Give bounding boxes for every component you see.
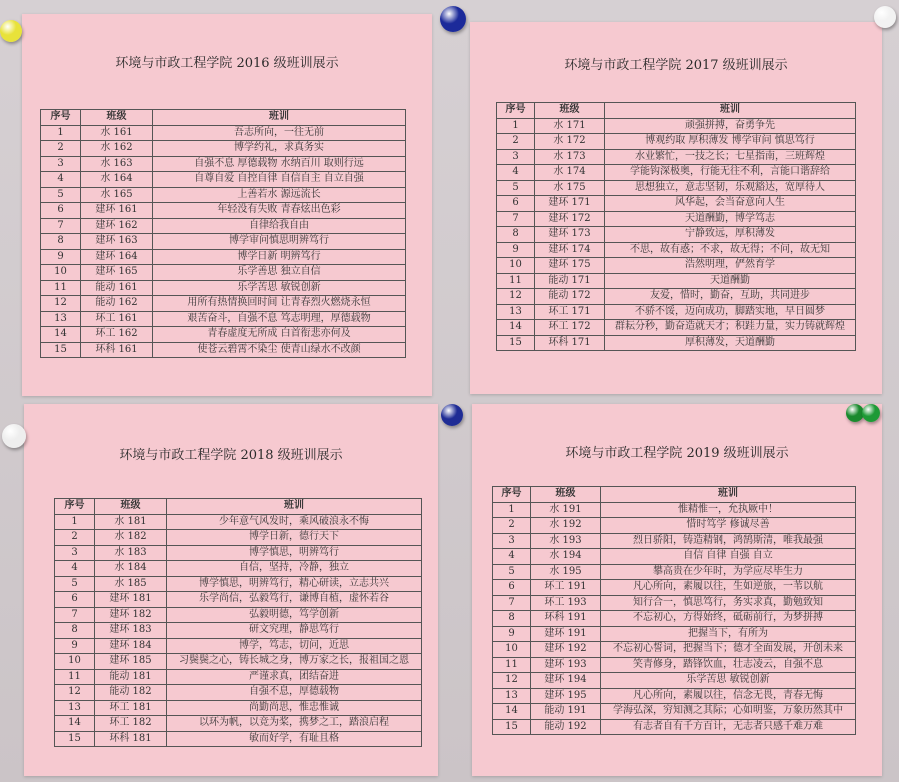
row-motto: 浩然明理，俨然育学: [605, 258, 856, 274]
white-pin: [2, 424, 26, 448]
row-motto: 烈日骄阳，铸造精钢，鸿鹄斯清，唯我最强: [601, 533, 856, 549]
table-header-row: [497, 103, 856, 119]
row-motto: 自信，坚持，冷静，独立: [167, 561, 422, 577]
row-index: 8: [497, 227, 535, 243]
row-class: 建环 185: [95, 654, 167, 670]
row-motto: 上善若水 源远流长: [153, 187, 406, 203]
row-index: 7: [55, 607, 95, 623]
table-row: [55, 623, 422, 639]
row-class: 水 184: [95, 561, 167, 577]
table-row: [493, 564, 856, 580]
row-index: 5: [55, 576, 95, 592]
row-class: 环工 191: [531, 580, 601, 596]
row-class: 建环 165: [81, 265, 153, 281]
row-index: 3: [41, 156, 81, 172]
row-motto: 自律给我自由: [153, 218, 406, 234]
row-class: 建环 183: [95, 623, 167, 639]
row-class: 水 181: [95, 514, 167, 530]
table-row: [493, 549, 856, 565]
row-class: 建环 161: [81, 203, 153, 219]
row-class: 水 192: [531, 518, 601, 534]
row-index: 4: [41, 172, 81, 188]
row-motto: 乐学善思 独立自信: [153, 265, 406, 281]
table-row: [493, 688, 856, 704]
row-index: 8: [493, 611, 531, 627]
row-class: 环工 172: [535, 320, 605, 336]
row-motto: 水业繁忙，一技之长；七星指南，三班辉煌: [605, 149, 856, 165]
row-motto: 艰苦奋斗，自强不息 笃志明理，厚德载物: [153, 311, 406, 327]
row-motto: 不骄不馁，迈向成功，脚踏实地，早日圆梦: [605, 304, 856, 320]
table-row: [497, 211, 856, 227]
row-motto: 凡心所向，素履以往，生如逆旅，一苇以航: [601, 580, 856, 596]
row-index: 10: [55, 654, 95, 670]
row-class: 建环 192: [531, 642, 601, 658]
row-motto: 习鬓鬓之心，铸长城之身，博万家之长，报祖国之恩: [167, 654, 422, 670]
table-row: [493, 673, 856, 689]
row-index: 15: [493, 719, 531, 735]
table-row: [55, 716, 422, 732]
row-index: 2: [493, 518, 531, 534]
row-index: 9: [497, 242, 535, 258]
table-row: [493, 580, 856, 596]
row-index: 2: [41, 141, 81, 157]
row-class: 水 195: [531, 564, 601, 580]
table-row: [41, 327, 406, 343]
motto-table: [40, 109, 406, 358]
row-class: 环科 181: [95, 731, 167, 747]
row-motto: 天道酬勤: [605, 273, 856, 289]
table-header-row: [493, 487, 856, 503]
table-row: [493, 502, 856, 518]
header-index: 序号: [41, 110, 81, 126]
table-row: [493, 657, 856, 673]
row-index: 5: [41, 187, 81, 203]
row-motto: 博学慎思，明辨笃行，精心研读，立志共兴: [167, 576, 422, 592]
table-row: [41, 172, 406, 188]
notice-sheet-2017: [470, 22, 882, 394]
table-header-row: [55, 499, 422, 515]
row-motto: 思想独立，意志坚韧，乐观豁达，宽厚待人: [605, 180, 856, 196]
table-row: [55, 685, 422, 701]
row-class: 水 161: [81, 125, 153, 141]
row-index: 3: [55, 545, 95, 561]
header-class: 班级: [81, 110, 153, 126]
row-motto: 不忘初心，方得始终，砥砺前行，为梦拼搏: [601, 611, 856, 627]
row-motto: 弘毅明德，笃学创新: [167, 607, 422, 623]
row-motto: 尚勤尚思，惟忠惟诚: [167, 700, 422, 716]
row-motto: 凡心所向，素履以往，信念无畏，青春无悔: [601, 688, 856, 704]
row-motto: 以环为帆，以竞为桨，携梦之工，踏浪启程: [167, 716, 422, 732]
table-row: [41, 141, 406, 157]
row-class: 能动 162: [81, 296, 153, 312]
header-motto: 班训: [601, 487, 856, 503]
table-row: [497, 227, 856, 243]
row-index: 7: [497, 211, 535, 227]
row-motto: 年轻没有失败 青春炫出色彩: [153, 203, 406, 219]
row-class: 环工 182: [95, 716, 167, 732]
motto-table: [496, 102, 856, 351]
row-index: 4: [55, 561, 95, 577]
row-index: 13: [41, 311, 81, 327]
row-motto: 不忘初心誓词，把握当下；德才全面发展，开创未来: [601, 642, 856, 658]
table-row: [497, 242, 856, 258]
table-row: [41, 203, 406, 219]
row-motto: 把握当下，有所为: [601, 626, 856, 642]
row-class: 建环 184: [95, 638, 167, 654]
row-class: 建环 194: [531, 673, 601, 689]
row-index: 6: [41, 203, 81, 219]
notice-sheet-2016: [22, 14, 432, 396]
table-row: [41, 265, 406, 281]
table-row: [493, 595, 856, 611]
table-row: [41, 234, 406, 250]
row-class: 建环 193: [531, 657, 601, 673]
row-class: 建环 195: [531, 688, 601, 704]
table-row: [493, 719, 856, 735]
header-motto: 班训: [605, 103, 856, 119]
row-index: 6: [55, 592, 95, 608]
table-row: [497, 304, 856, 320]
table-row: [41, 342, 406, 358]
header-index: 序号: [493, 487, 531, 503]
row-index: 4: [493, 549, 531, 565]
table-row: [497, 289, 856, 305]
row-index: 3: [493, 533, 531, 549]
row-class: 能动 191: [531, 704, 601, 720]
row-class: 环工 162: [81, 327, 153, 343]
table-row: [41, 249, 406, 265]
row-motto: 顽强拼搏，奋勇争先: [605, 118, 856, 134]
row-class: 建环 162: [81, 218, 153, 234]
row-motto: 博学约礼，求真务实: [153, 141, 406, 157]
row-index: 14: [55, 716, 95, 732]
table-row: [493, 626, 856, 642]
row-index: 11: [493, 657, 531, 673]
row-motto: 用所有热情换回时间 让青春烈火燃烧永恒: [153, 296, 406, 312]
table-row: [55, 669, 422, 685]
table-row: [493, 704, 856, 720]
table-row: [55, 561, 422, 577]
table-row: [497, 320, 856, 336]
row-motto: 自强不息，厚德载物: [167, 685, 422, 701]
row-index: 2: [497, 134, 535, 150]
row-motto: 自信 自律 自强 自立: [601, 549, 856, 565]
blue-pin: [441, 404, 463, 426]
motto-table: [54, 498, 422, 747]
row-motto: 严谨求真，团结奋进: [167, 669, 422, 685]
table-row: [41, 187, 406, 203]
row-index: 15: [55, 731, 95, 747]
table-row: [55, 545, 422, 561]
row-class: 能动 161: [81, 280, 153, 296]
row-motto: 不思，故有惑；不求，故无得；不问，故无知: [605, 242, 856, 258]
row-motto: 博学审问慎思明辨笃行: [153, 234, 406, 250]
row-class: 建环 164: [81, 249, 153, 265]
row-index: 5: [497, 180, 535, 196]
row-motto: 学海弘深，穷知测之其际；心如明鉴，万象历然其中: [601, 704, 856, 720]
row-index: 1: [493, 502, 531, 518]
row-motto: 青春虚度无所成 白首衔悲亦何及: [153, 327, 406, 343]
notice-sheet-2019: [472, 404, 882, 776]
row-class: 水 191: [531, 502, 601, 518]
row-class: 建环 175: [535, 258, 605, 274]
table-header-row: [41, 110, 406, 126]
table-row: [55, 638, 422, 654]
motto-table: [492, 486, 856, 735]
table-row: [55, 654, 422, 670]
row-class: 建环 172: [535, 211, 605, 227]
row-class: 能动 172: [535, 289, 605, 305]
row-motto: 博学日新 明辨笃行: [153, 249, 406, 265]
table-row: [497, 165, 856, 181]
row-motto: 博观约取 厚积薄发 博学审问 慎思笃行: [605, 134, 856, 150]
row-motto: 乐学尚信，弘毅笃行，谦博自植，虚怀若谷: [167, 592, 422, 608]
row-class: 建环 181: [95, 592, 167, 608]
notice-sheet-2018: [24, 404, 438, 776]
row-index: 10: [493, 642, 531, 658]
table-row: [41, 296, 406, 312]
row-class: 能动 192: [531, 719, 601, 735]
table-row: [497, 134, 856, 150]
row-index: 12: [55, 685, 95, 701]
header-class: 班级: [531, 487, 601, 503]
table-row: [497, 258, 856, 274]
row-class: 水 172: [535, 134, 605, 150]
row-class: 水 175: [535, 180, 605, 196]
table-row: [55, 576, 422, 592]
header-index: 序号: [497, 103, 535, 119]
row-index: 6: [497, 196, 535, 212]
header-motto: 班训: [167, 499, 422, 515]
row-motto: 乐学苦思 敏锐创新: [153, 280, 406, 296]
table-row: [493, 533, 856, 549]
sheet-title: 环境与市政工程学院 2017 级班训展示: [564, 58, 788, 73]
table-row: [55, 514, 422, 530]
table-row: [41, 125, 406, 141]
sheet-title: 环境与市政工程学院 2019 级班训展示: [565, 446, 789, 461]
row-index: 14: [497, 320, 535, 336]
row-motto: 博学慎思，明辨笃行: [167, 545, 422, 561]
row-class: 建环 191: [531, 626, 601, 642]
row-index: 9: [41, 249, 81, 265]
row-class: 环工 161: [81, 311, 153, 327]
row-index: 4: [497, 165, 535, 181]
table-row: [41, 156, 406, 172]
row-motto: 敏而好学，有耻且格: [167, 731, 422, 747]
row-class: 建环 174: [535, 242, 605, 258]
row-class: 建环 163: [81, 234, 153, 250]
row-class: 环工 181: [95, 700, 167, 716]
header-motto: 班训: [153, 110, 406, 126]
sheet-title: 环境与市政工程学院 2018 级班训展示: [119, 448, 343, 463]
table-row: [493, 611, 856, 627]
green-pin: [862, 404, 880, 422]
row-class: 水 183: [95, 545, 167, 561]
row-class: 水 174: [535, 165, 605, 181]
table-row: [41, 311, 406, 327]
table-row: [55, 700, 422, 716]
row-class: 水 171: [535, 118, 605, 134]
row-index: 1: [55, 514, 95, 530]
row-class: 水 163: [81, 156, 153, 172]
row-class: 环工 171: [535, 304, 605, 320]
table-row: [497, 118, 856, 134]
row-index: 9: [55, 638, 95, 654]
row-index: 1: [497, 118, 535, 134]
row-index: 15: [497, 335, 535, 351]
row-class: 建环 182: [95, 607, 167, 623]
row-motto: 使苍云碧霄不染尘 使青山绿水不改颜: [153, 342, 406, 358]
row-motto: 少年意气风发时，乘风破浪永不悔: [167, 514, 422, 530]
row-class: 水 193: [531, 533, 601, 549]
table-row: [55, 607, 422, 623]
row-motto: 知行合一，慎思笃行，务实求真，勤勉致知: [601, 595, 856, 611]
row-motto: 有志者自有千方百计，无志者只感千难万难: [601, 719, 856, 735]
table-row: [497, 273, 856, 289]
row-class: 建环 173: [535, 227, 605, 243]
row-motto: 天道酬勤，博学笃志: [605, 211, 856, 227]
row-motto: 自尊自爱 自控自律 自信自主 自立自强: [153, 172, 406, 188]
table-row: [497, 196, 856, 212]
yellow-pin: [0, 20, 22, 42]
row-class: 水 194: [531, 549, 601, 565]
row-class: 水 162: [81, 141, 153, 157]
table-row: [497, 149, 856, 165]
row-motto: 学能钩深极奥，行能无往不利，言能口谐辞给: [605, 165, 856, 181]
white-pin: [874, 6, 896, 28]
header-class: 班级: [535, 103, 605, 119]
row-motto: 乐学苦思 敏锐创新: [601, 673, 856, 689]
table-row: [55, 592, 422, 608]
row-class: 能动 181: [95, 669, 167, 685]
table-row: [55, 731, 422, 747]
row-index: 13: [493, 688, 531, 704]
table-row: [55, 530, 422, 546]
row-class: 水 164: [81, 172, 153, 188]
row-index: 7: [493, 595, 531, 611]
row-motto: 吾志所向，一往无前: [153, 125, 406, 141]
row-index: 13: [55, 700, 95, 716]
row-motto: 博学，笃志，切问，近思: [167, 638, 422, 654]
row-class: 水 165: [81, 187, 153, 203]
row-motto: 攀高贵在少年时，为学应尽毕生力: [601, 564, 856, 580]
row-motto: 厚积薄发，天道酬勤: [605, 335, 856, 351]
row-class: 环科 161: [81, 342, 153, 358]
row-motto: 风华起，会当奋意向人生: [605, 196, 856, 212]
row-motto: 博学日新，德行天下: [167, 530, 422, 546]
table-row: [41, 218, 406, 234]
row-motto: 宁静致远，厚积薄发: [605, 227, 856, 243]
row-class: 能动 182: [95, 685, 167, 701]
row-motto: 研文究理，静思笃行: [167, 623, 422, 639]
table-row: [497, 335, 856, 351]
row-index: 8: [41, 234, 81, 250]
row-class: 水 173: [535, 149, 605, 165]
row-motto: 自强不息 厚德载物 水纳百川 取则行远: [153, 156, 406, 172]
row-index: 11: [55, 669, 95, 685]
row-index: 10: [497, 258, 535, 274]
row-index: 3: [497, 149, 535, 165]
row-index: 2: [55, 530, 95, 546]
row-index: 7: [41, 218, 81, 234]
table-row: [41, 280, 406, 296]
row-class: 环科 191: [531, 611, 601, 627]
row-motto: 笑青修身，踏锋饮血，壮志凌云，自强不息: [601, 657, 856, 673]
row-index: 9: [493, 626, 531, 642]
row-index: 11: [497, 273, 535, 289]
table-row: [493, 518, 856, 534]
blue-pin: [440, 6, 466, 32]
row-index: 8: [55, 623, 95, 639]
row-class: 建环 171: [535, 196, 605, 212]
row-class: 环工 193: [531, 595, 601, 611]
row-motto: 群耘分秒，勤奋造就天才；积跬力量，实力铸就辉煌: [605, 320, 856, 336]
row-index: 15: [41, 342, 81, 358]
header-index: 序号: [55, 499, 95, 515]
row-index: 14: [41, 327, 81, 343]
row-index: 14: [493, 704, 531, 720]
row-index: 12: [493, 673, 531, 689]
row-index: 1: [41, 125, 81, 141]
header-class: 班级: [95, 499, 167, 515]
row-index: 10: [41, 265, 81, 281]
row-motto: 友爱，惜时，勤奋，互助，共同进步: [605, 289, 856, 305]
row-class: 环科 171: [535, 335, 605, 351]
row-index: 11: [41, 280, 81, 296]
table-row: [493, 642, 856, 658]
row-index: 12: [497, 289, 535, 305]
sheet-title: 环境与市政工程学院 2016 级班训展示: [115, 56, 339, 71]
row-index: 5: [493, 564, 531, 580]
row-index: 12: [41, 296, 81, 312]
row-index: 13: [497, 304, 535, 320]
row-motto: 惜时笃学 修诚尽善: [601, 518, 856, 534]
row-motto: 惟精惟一，允执厥中！: [601, 502, 856, 518]
row-class: 水 182: [95, 530, 167, 546]
row-index: 6: [493, 580, 531, 596]
row-class: 水 185: [95, 576, 167, 592]
row-class: 能动 171: [535, 273, 605, 289]
table-row: [497, 180, 856, 196]
